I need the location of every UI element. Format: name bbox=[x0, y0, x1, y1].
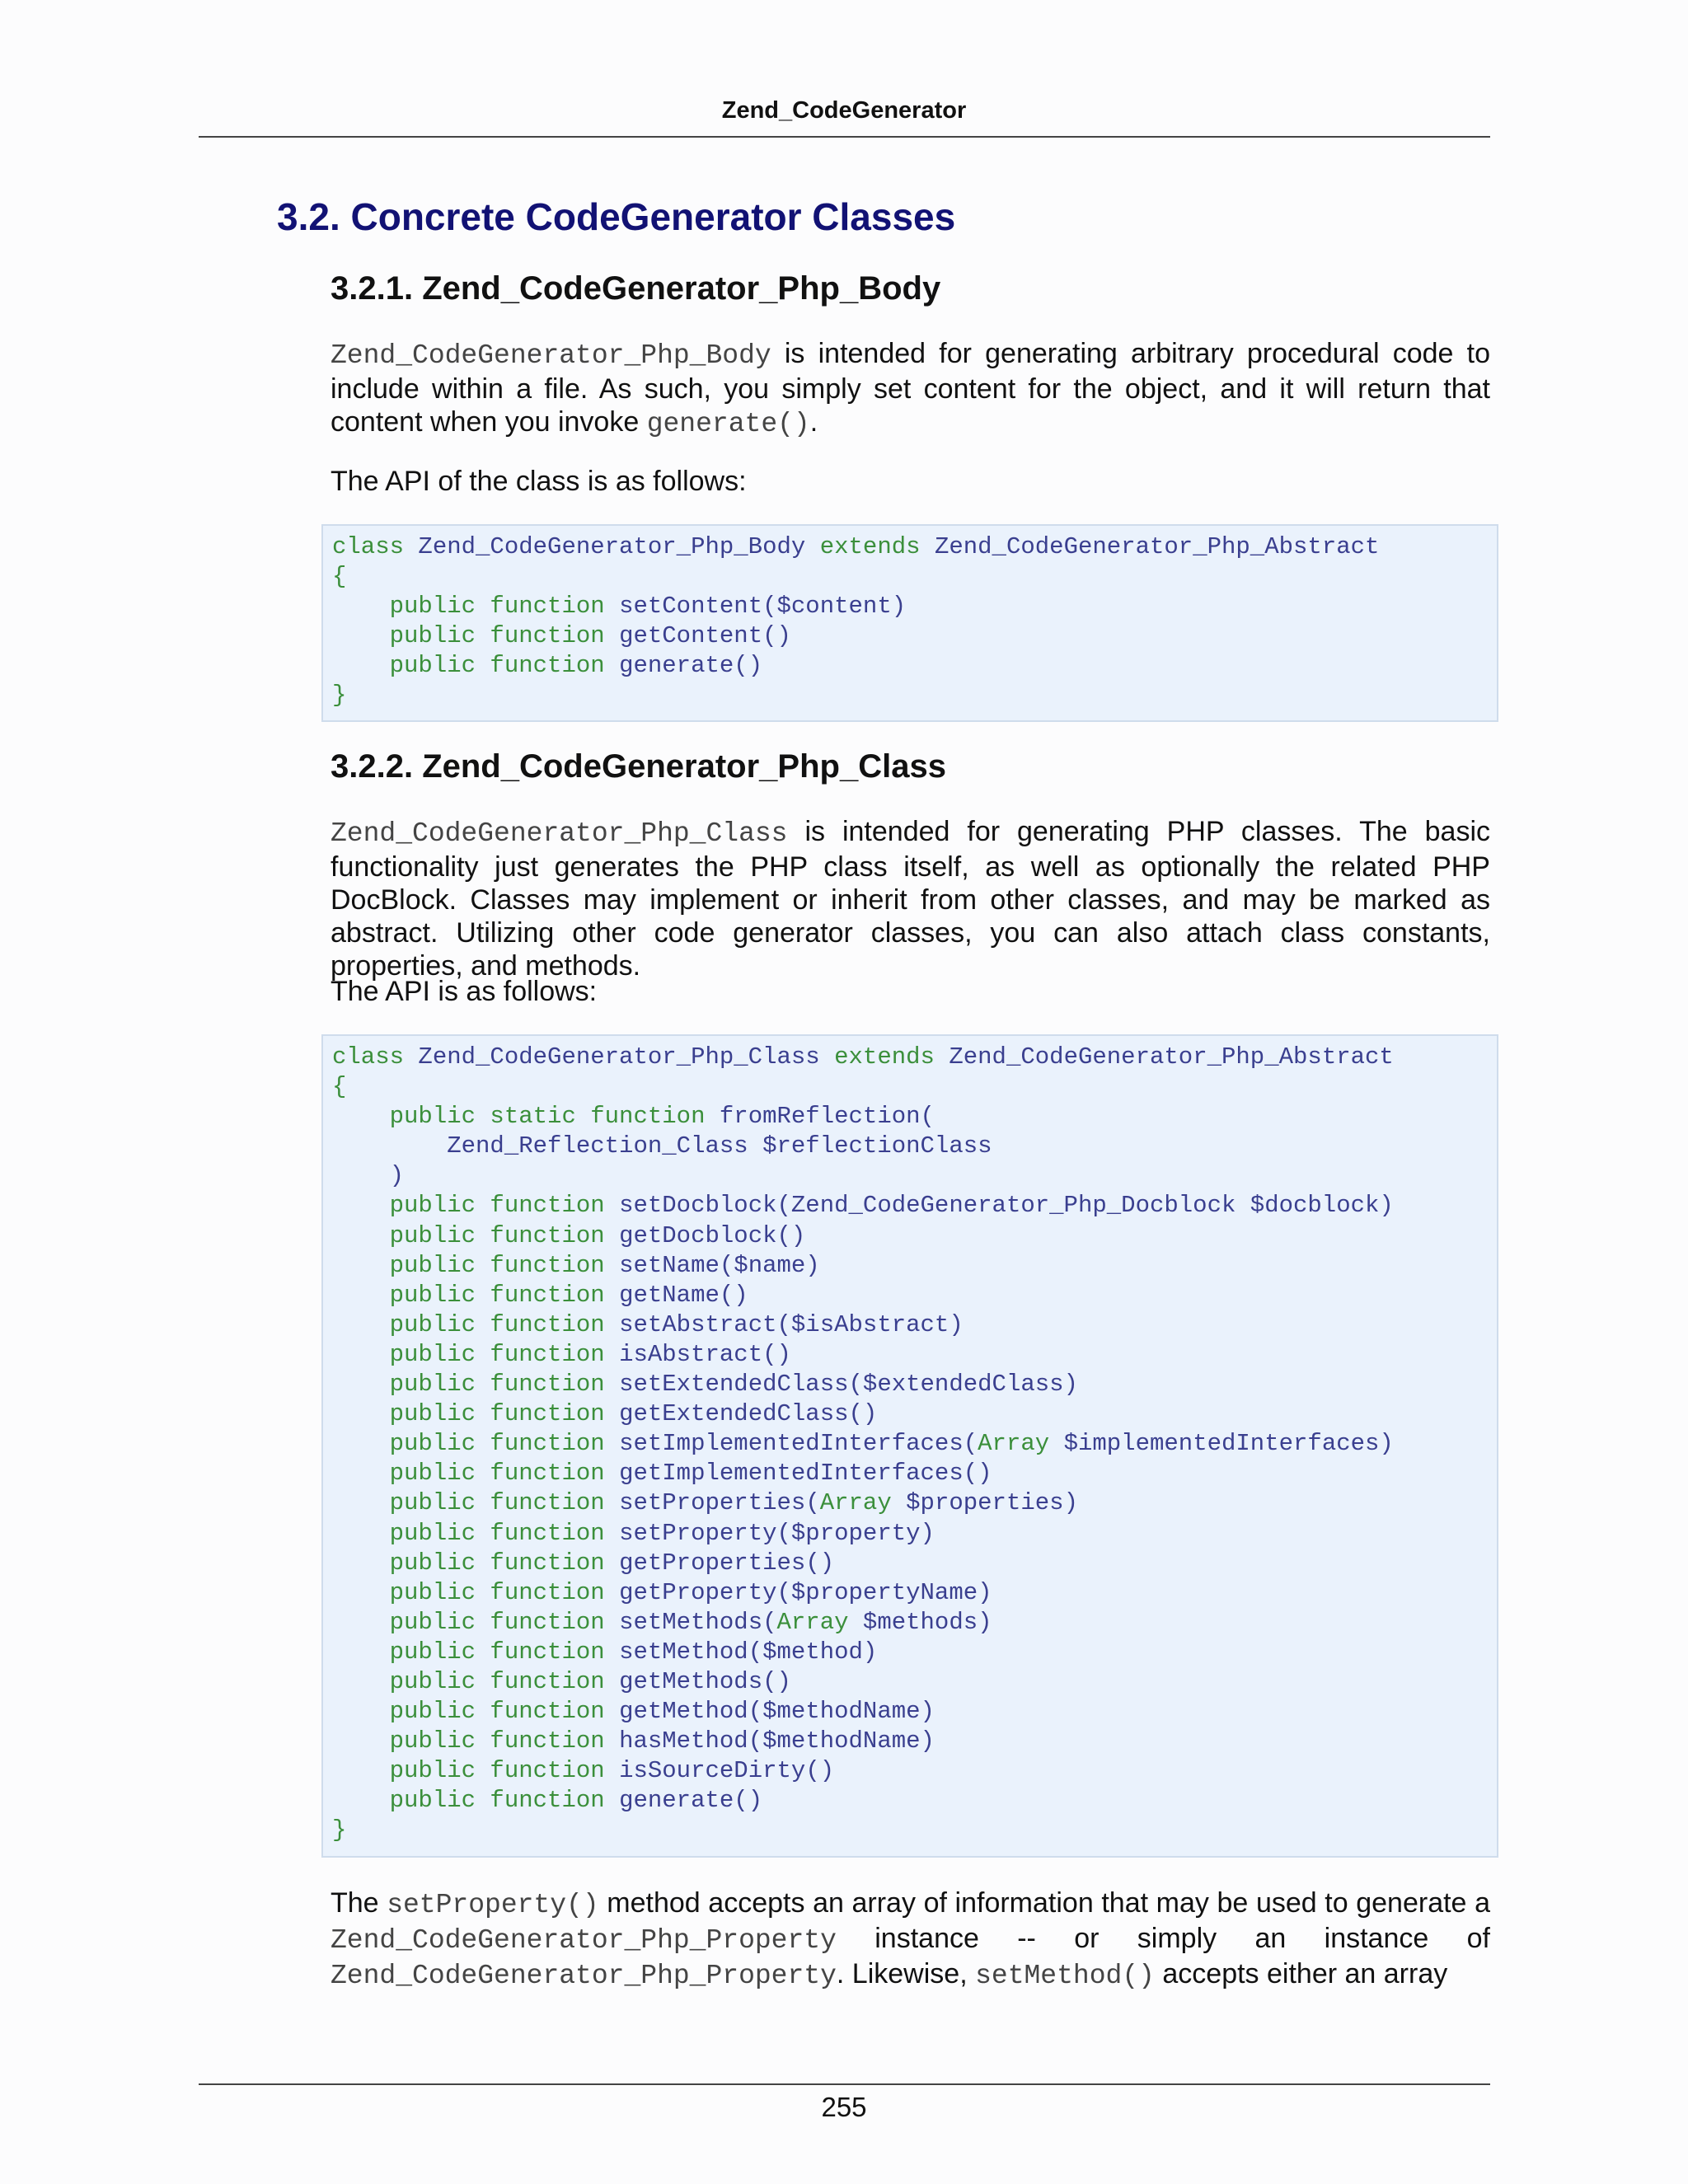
code-line bbox=[332, 651, 1497, 681]
code-token: Zend_CodeGenerator_Php_Abstract bbox=[934, 533, 1380, 560]
code-token: $implementedInterfaces) bbox=[1063, 1430, 1394, 1458]
body-intro-paragraph bbox=[331, 337, 1490, 441]
code-token: setProperty bbox=[619, 1519, 777, 1547]
code-token: ($isAbstract) bbox=[776, 1310, 964, 1338]
code-token: public function bbox=[332, 1400, 620, 1428]
code-token: { bbox=[332, 1073, 347, 1101]
code-token: isAbstract bbox=[619, 1340, 763, 1368]
code-line bbox=[332, 1310, 1497, 1340]
paragraph-text: accepts either an array bbox=[1154, 1958, 1448, 1990]
code-token: ( bbox=[762, 1608, 777, 1636]
code-line bbox=[332, 1608, 1497, 1638]
code-line bbox=[332, 1578, 1497, 1608]
code-token: public function bbox=[332, 1638, 620, 1666]
code-token: class bbox=[332, 1043, 419, 1071]
code-token: () bbox=[805, 1757, 835, 1785]
code-line bbox=[332, 1816, 1497, 1845]
code-line bbox=[332, 1221, 1497, 1251]
code-line bbox=[332, 1756, 1497, 1786]
code-token: setAbstract bbox=[619, 1310, 777, 1338]
code-token: getName bbox=[619, 1281, 720, 1309]
code-line bbox=[332, 1786, 1497, 1816]
code-token: () bbox=[762, 1340, 791, 1368]
inline-code: Zend_CodeGenerator_Php_Property bbox=[331, 1961, 837, 1991]
code-token: public function bbox=[332, 1727, 620, 1755]
code-token: { bbox=[332, 563, 347, 591]
paragraph-text: is intended for generating PHP classes. The basic functionality just generates the PHP class itself, as well as optionally the related PHP DocBlock. Classes may implement or inherit from other classes, and may be marked as abstract. Utilizing other code generator classes, you can also attach class constants, properties, and methods. bbox=[331, 816, 1490, 982]
code-token: ( bbox=[805, 1489, 820, 1517]
paragraph-text: . Likewise, bbox=[836, 1958, 976, 1990]
footer-rule bbox=[199, 2083, 1490, 2085]
code-token: Array bbox=[776, 1608, 863, 1636]
code-token: hasMethod bbox=[619, 1727, 748, 1755]
code-block-body-api bbox=[321, 524, 1498, 722]
inline-code: Zend_CodeGenerator_Php_Class bbox=[331, 818, 788, 849]
code-line bbox=[332, 1667, 1497, 1697]
code-line bbox=[332, 1399, 1497, 1429]
code-token: () bbox=[719, 1281, 748, 1309]
code-token: public function bbox=[332, 1608, 620, 1636]
code-token: public function bbox=[332, 1578, 620, 1606]
code-line bbox=[332, 592, 1497, 621]
code-token: ( bbox=[963, 1430, 978, 1458]
code-token: () bbox=[805, 1549, 835, 1577]
code-token: public function bbox=[332, 1340, 620, 1368]
code-token: public function bbox=[332, 1371, 620, 1399]
running-header: Zend_CodeGenerator bbox=[721, 97, 967, 124]
code-token: public function bbox=[332, 1430, 620, 1458]
inline-code: setMethod() bbox=[975, 1961, 1155, 1991]
code-token: getProperties bbox=[619, 1549, 806, 1577]
paragraph-text: . bbox=[809, 406, 818, 438]
code-token: public function bbox=[332, 622, 620, 650]
paragraph-text: instance -- or simply an instance of bbox=[836, 1923, 1490, 1954]
code-token: public function bbox=[332, 1549, 620, 1577]
body-api-intro: The API of the class is as follows: bbox=[331, 466, 747, 497]
subsection-title-class: 3.2.2. Zend_CodeGenerator_Php_Class bbox=[331, 748, 946, 785]
code-line bbox=[332, 1251, 1497, 1281]
code-token: public function bbox=[332, 1192, 620, 1220]
code-token: public function bbox=[332, 1489, 620, 1517]
code-token: () bbox=[734, 652, 763, 680]
code-token: ( bbox=[920, 1103, 935, 1131]
code-line bbox=[332, 1043, 1497, 1072]
code-line bbox=[332, 1102, 1497, 1132]
class-intro-paragraph bbox=[331, 815, 1490, 982]
code-token: getDocblock bbox=[619, 1221, 777, 1249]
code-token: public function bbox=[332, 1281, 620, 1309]
code-token: public function bbox=[332, 1310, 620, 1338]
code-token: ($methodName) bbox=[748, 1727, 935, 1755]
code-token: public function bbox=[332, 1519, 620, 1547]
code-token: setExtendedClass bbox=[619, 1371, 849, 1399]
code-line bbox=[332, 1370, 1497, 1399]
inline-code: generate() bbox=[646, 409, 810, 439]
code-line bbox=[332, 1519, 1497, 1549]
code-token: (Zend_CodeGenerator_Php_Docblock $docblock) bbox=[776, 1192, 1394, 1220]
code-token: getExtendedClass bbox=[619, 1400, 849, 1428]
section-title: 3.2. Concrete CodeGenerator Classes bbox=[277, 195, 956, 238]
code-token: setMethods bbox=[619, 1608, 763, 1636]
code-line bbox=[332, 1549, 1497, 1578]
code-token: public function bbox=[332, 1667, 620, 1695]
code-token: public function bbox=[332, 1698, 620, 1726]
code-token: () bbox=[734, 1787, 763, 1815]
code-token: getMethods bbox=[619, 1667, 763, 1695]
code-line bbox=[332, 1429, 1497, 1459]
paragraph-text: is intended for generating arbitrary procedural code to include within a file. As such, you simply set content for the object, and it will return that content when you invoke bbox=[331, 338, 1490, 438]
code-line bbox=[332, 1638, 1497, 1667]
code-token: ($content) bbox=[762, 593, 907, 621]
code-token: public function bbox=[332, 652, 620, 680]
class-api-intro: The API is as follows: bbox=[331, 976, 598, 1007]
inline-code: Zend_CodeGenerator_Php_Body bbox=[331, 340, 771, 371]
code-token: public function bbox=[332, 1787, 620, 1815]
code-token: $properties) bbox=[906, 1489, 1078, 1517]
header-rule bbox=[199, 136, 1490, 138]
code-token: ($extendedClass) bbox=[848, 1371, 1078, 1399]
code-line bbox=[332, 1459, 1497, 1488]
code-line bbox=[332, 1727, 1497, 1756]
code-token: getMethod bbox=[619, 1698, 748, 1726]
code-token: () bbox=[963, 1460, 992, 1488]
code-token: public static function bbox=[332, 1103, 720, 1131]
code-token: ($methodName) bbox=[748, 1698, 935, 1726]
code-token: () bbox=[762, 1667, 791, 1695]
code-token: extends bbox=[819, 533, 935, 560]
subsection-title-body: 3.2.1. Zend_CodeGenerator_Php_Body bbox=[331, 270, 941, 307]
code-line bbox=[332, 621, 1497, 651]
code-token: Array bbox=[978, 1430, 1064, 1458]
code-line bbox=[332, 1697, 1497, 1727]
code-token: () bbox=[848, 1400, 878, 1428]
code-token: setImplementedInterfaces bbox=[619, 1430, 964, 1458]
code-token: } bbox=[332, 1816, 347, 1844]
code-token: extends bbox=[834, 1043, 950, 1071]
code-token: ) bbox=[332, 1162, 405, 1190]
code-token: Zend_CodeGenerator_Php_Abstract bbox=[949, 1043, 1394, 1071]
code-token: fromReflection bbox=[719, 1103, 921, 1131]
code-line bbox=[332, 1161, 1497, 1191]
code-block-class-api bbox=[321, 1034, 1498, 1858]
code-token: public function bbox=[332, 1460, 620, 1488]
code-token: getImplementedInterfaces bbox=[619, 1460, 964, 1488]
code-token: ($property) bbox=[776, 1519, 935, 1547]
code-line bbox=[332, 1340, 1497, 1370]
code-token: setContent bbox=[619, 593, 763, 621]
code-token: setMethod bbox=[619, 1638, 748, 1666]
code-token: } bbox=[332, 682, 347, 710]
code-line bbox=[332, 532, 1497, 562]
code-line bbox=[332, 562, 1497, 592]
code-token: generate bbox=[619, 1787, 734, 1815]
inline-code: Zend_CodeGenerator_Php_Property bbox=[331, 1925, 837, 1956]
code-token: Array bbox=[819, 1489, 907, 1517]
code-token: generate bbox=[619, 652, 734, 680]
code-token: $methods) bbox=[862, 1608, 992, 1636]
code-token: getContent bbox=[619, 622, 763, 650]
code-line bbox=[332, 1488, 1497, 1518]
code-token: class bbox=[332, 533, 419, 560]
code-token: () bbox=[776, 1221, 806, 1249]
page-number: 255 bbox=[821, 2092, 867, 2122]
code-token: ($method) bbox=[748, 1638, 878, 1666]
paragraph-text: The bbox=[331, 1887, 387, 1919]
code-line bbox=[332, 681, 1497, 710]
inline-code: setProperty() bbox=[387, 1890, 599, 1920]
paragraph-text: method accepts an array of information that may be used to generate a bbox=[598, 1887, 1490, 1919]
code-line bbox=[332, 1132, 1497, 1161]
code-token: isSourceDirty bbox=[619, 1757, 806, 1785]
code-token: () bbox=[762, 622, 791, 650]
code-token: ($propertyName) bbox=[776, 1578, 992, 1606]
code-token: public function bbox=[332, 593, 620, 621]
code-token: public function bbox=[332, 1757, 620, 1785]
code-line bbox=[332, 1072, 1497, 1102]
code-line bbox=[332, 1281, 1497, 1310]
code-token: Zend_CodeGenerator_Php_Body bbox=[418, 533, 820, 560]
code-token: setDocblock bbox=[619, 1192, 777, 1220]
code-token: setName bbox=[619, 1251, 720, 1279]
code-token: public function bbox=[332, 1251, 620, 1279]
code-token: Zend_Reflection_Class $reflectionClass bbox=[332, 1132, 992, 1160]
code-line bbox=[332, 1191, 1497, 1221]
code-token: ($name) bbox=[719, 1251, 820, 1279]
code-token: Zend_CodeGenerator_Php_Class bbox=[418, 1043, 835, 1071]
code-token: getProperty bbox=[619, 1578, 777, 1606]
code-token: public function bbox=[332, 1221, 620, 1249]
code-token: setProperties bbox=[619, 1489, 806, 1517]
closing-paragraph bbox=[331, 1886, 1490, 1993]
